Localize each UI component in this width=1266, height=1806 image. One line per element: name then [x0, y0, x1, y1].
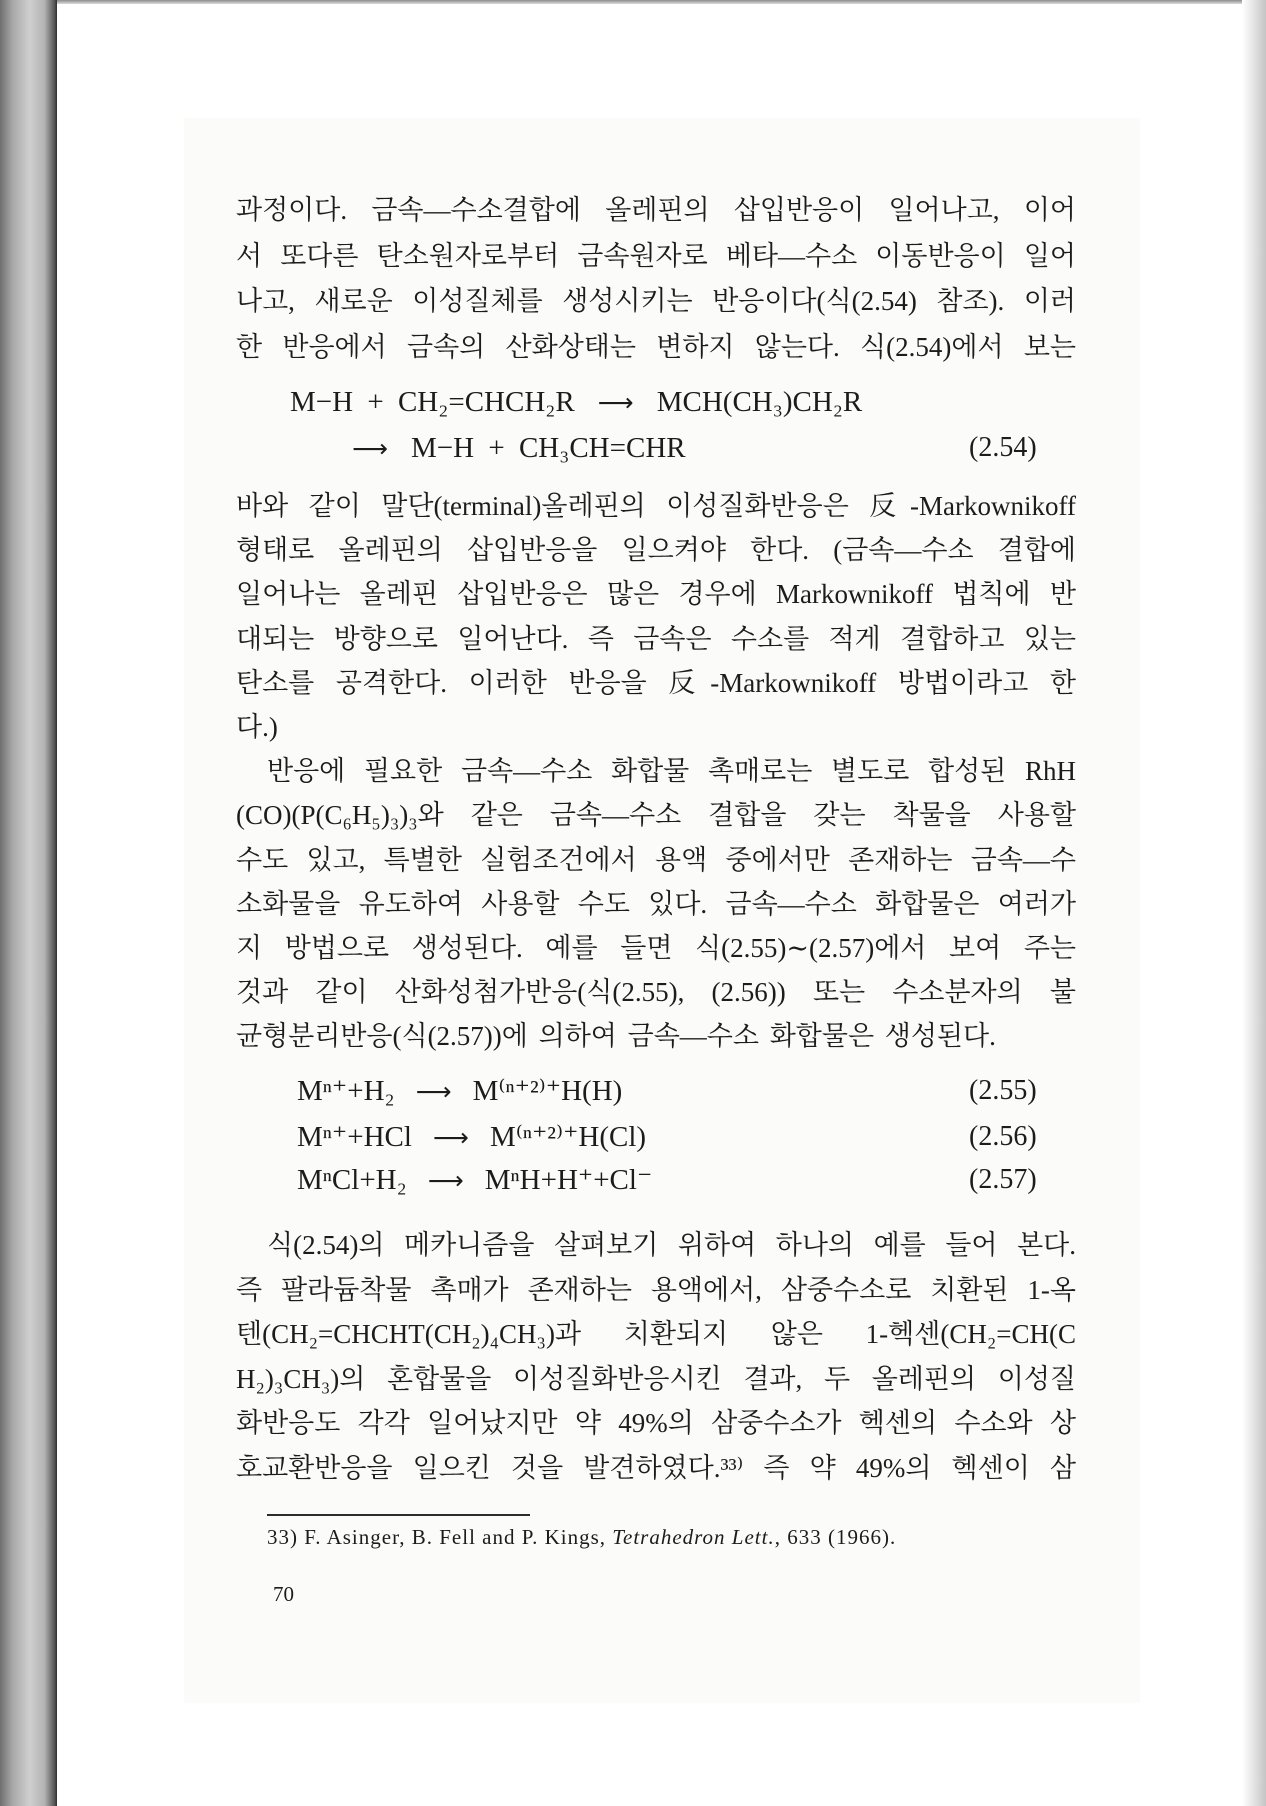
- reaction-arrow-icon: ⟶: [415, 1077, 452, 1106]
- footnote-journal: Tetrahedron Lett.: [612, 1525, 775, 1549]
- equation-lhs: MⁿCl+H₂: [297, 1164, 407, 1196]
- equation-rhs: MⁿH+H⁺+Cl⁻: [484, 1164, 653, 1196]
- footnote-divider: [267, 1514, 530, 1516]
- footnote: [267, 1524, 896, 1550]
- text-line: 형태로 올레핀의 삽입반응을 일으켜야 한다. (금속—수소 결합에: [236, 535, 1076, 566]
- text-line: 바와 같이 말단(terminal)올레핀의 이성질화반응은 反-Markownikoff: [236, 491, 1076, 521]
- equation-2-54-line-2: [345, 425, 686, 471]
- text-line: (CO)(P(C₆H₅)₃)₃와 같은 금속—수소 결합을 갖는 착물을 사용할: [236, 800, 1076, 831]
- text-line: 텐(CH₂=CHCHT(CH₂)₄CH₃)과 치환되지 않은 1-헥센(CH₂=CH(C: [236, 1319, 1076, 1350]
- text-line: 다.): [236, 711, 278, 742]
- text-line: 반응에 필요한 금속—수소 화합물 촉매로는 별도로 합성된 RhH: [267, 756, 1076, 787]
- footnote-authors: F. Asinger, B. Fell and P. Kings,: [304, 1525, 607, 1549]
- equation-number: (2.55): [969, 1075, 1037, 1106]
- equation-2-56: [297, 1114, 646, 1160]
- reaction-arrow-icon: ⟶: [597, 388, 634, 417]
- equation-lhs: Mⁿ⁺+HCl: [297, 1121, 412, 1153]
- text-line: 호교환반응을 일으킨 것을 발견하였다.³³⁾ 즉 약 49%의 헥센이 삼: [236, 1452, 1076, 1483]
- page-number: 70: [273, 1582, 294, 1606]
- text-line: 것과 같이 산화성첨가반응(식(2.55), (2.56)) 또는 수소분자의 불: [236, 977, 1076, 1008]
- page-top-edge: [57, 0, 1242, 4]
- paragraph: [236, 188, 1076, 370]
- reaction-arrow-icon: ⟶: [352, 434, 388, 463]
- text-line: 과정이다. 금속—수소결합에 올레핀의 삽입반응이 일어나고, 이어: [236, 195, 1076, 225]
- text-line: 수도 있고, 특별한 실험조건에서 용액 중에서만 존재하는 금속—수: [236, 844, 1076, 875]
- text-line: 일어나는 올레핀 삽입반응은 많은 경우에 Markownikoff 법칙에 반: [236, 579, 1076, 610]
- paragraph-group: [236, 484, 1076, 1058]
- page-right-edge: [1242, 0, 1266, 1806]
- equation-rhs: M⁽ⁿ⁺²⁾⁺H(H): [472, 1075, 623, 1107]
- paragraph: [236, 749, 1076, 1058]
- text-line: H₂)₃CH₃)의 혼합물을 이성질화반응시킨 결과, 두 올레핀의 이성질: [236, 1363, 1076, 1394]
- paragraph: [236, 1223, 1076, 1491]
- text-line: 즉 팔라듐착물 촉매가 존재하는 용액에서, 삼중수소로 치환된 1-옥: [236, 1274, 1076, 1305]
- equation-rhs: MCH(CH₃)CH₂R: [656, 386, 863, 418]
- page-spine-shadow: [0, 0, 57, 1806]
- equation-2-55: [297, 1068, 622, 1114]
- text-line: 균형분리반응(식(2.57))에 의하여 금속—수소 화합물은 생성된다.: [236, 1021, 996, 1052]
- reaction-arrow-icon: ⟶: [433, 1123, 469, 1152]
- text-line: 서 또다른 탄소원자로부터 금속원자로 베타—수소 이동반응이 일어: [236, 240, 1076, 271]
- text-line: 식(2.54)의 메카니즘을 살펴보기 위하여 하나의 예를 들어 본다.: [267, 1230, 1076, 1260]
- text-line: 소화물을 유도하여 사용할 수도 있다. 금속—수소 화합물은 여러가: [236, 888, 1076, 919]
- footnote-citation: , 633 (1966).: [774, 1525, 897, 1549]
- equation-2-54-line-1: [290, 379, 862, 425]
- reaction-arrow-icon: ⟶: [427, 1166, 464, 1195]
- equation-lhs: M−H + CH₂=CHCH₂R: [290, 386, 575, 418]
- paragraph: [236, 484, 1076, 749]
- equation-rhs: M⁽ⁿ⁺²⁾⁺H(Cl): [489, 1121, 647, 1153]
- equation-number: (2.57): [969, 1164, 1037, 1195]
- text-line: 탄소를 공격한다. 이러한 반응을 反-Markownikoff 방법이라고 한: [236, 667, 1076, 698]
- text-line: 지 방법으로 생성된다. 예를 들면 식(2.55)∼(2.57)에서 보여 주는: [236, 932, 1076, 963]
- equation-number: (2.54): [969, 432, 1037, 463]
- text-line: 대되는 방향으로 일어난다. 즉 금속은 수소를 적게 결합하고 있는: [236, 623, 1076, 654]
- equation-lhs: Mⁿ⁺+H₂: [297, 1075, 395, 1107]
- equation-2-57: [297, 1157, 652, 1203]
- text-line: 화반응도 각각 일어났지만 약 49%의 삼중수소가 헥센의 수소와 상: [236, 1408, 1076, 1439]
- equation-number: (2.56): [969, 1121, 1037, 1152]
- equation-rhs: M−H + CH₃CH=CHR: [411, 432, 686, 464]
- text-line: 한 반응에서 금속의 산화상태는 변하지 않는다. 식(2.54)에서 보는: [236, 331, 1076, 362]
- footnote-marker: 33): [267, 1525, 298, 1549]
- text-line: 나고, 새로운 이성질체를 생성시키는 반응이다(식(2.54) 참조). 이러: [236, 286, 1076, 317]
